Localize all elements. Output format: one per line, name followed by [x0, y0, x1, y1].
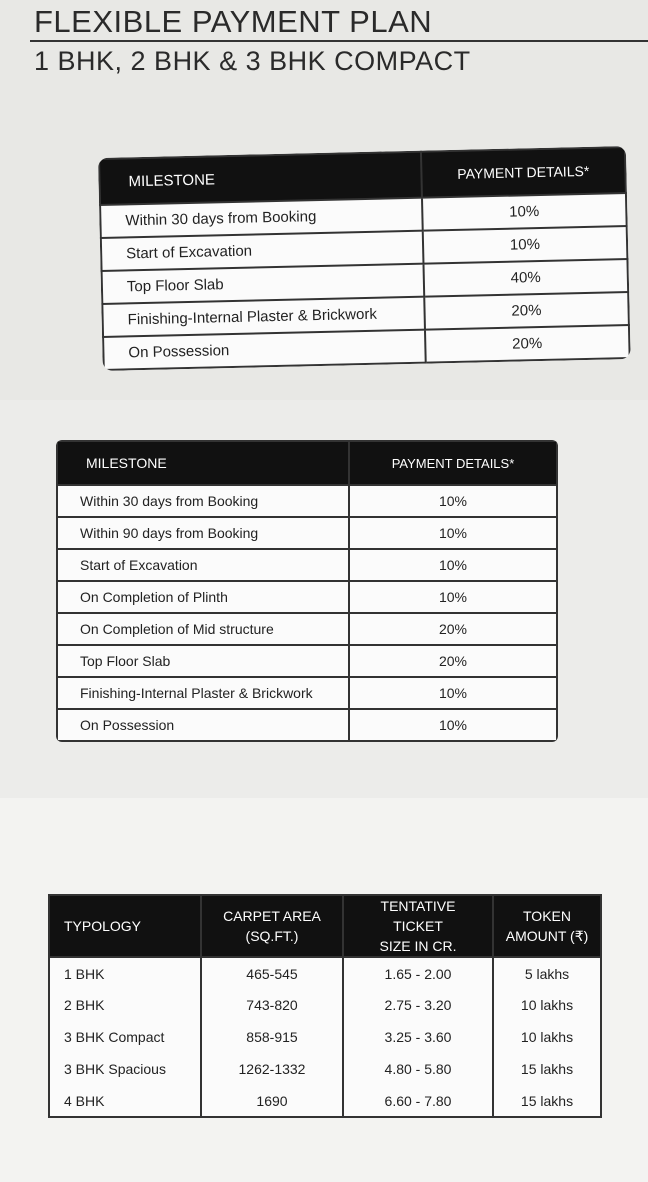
milestone-cell: Finishing-Internal Plaster & Brickwork — [102, 297, 424, 337]
payment-cell: 10% — [349, 581, 557, 613]
milestone-cell: Start of Excavation — [57, 549, 349, 581]
carpet-area-header — [201, 895, 343, 957]
carpet-area-cell: 1262-1332 — [201, 1053, 343, 1085]
table-row — [57, 613, 557, 645]
ticket-size-cell: 4.80 - 5.80 — [343, 1053, 493, 1085]
payment-cell: 10% — [349, 517, 557, 549]
typology-header-label: TYPOLOGY — [64, 918, 142, 934]
milestone-cell: Top Floor Slab — [57, 645, 349, 677]
payment-schedule-table-2 — [56, 440, 558, 742]
pricing-table — [48, 894, 602, 1118]
table-row — [49, 1021, 601, 1053]
token-amount-header-line2: AMOUNT (₹) — [505, 928, 589, 944]
typology-cell: 3 BHK Spacious — [49, 1053, 201, 1085]
payment-cell: 10% — [422, 193, 627, 231]
milestone-cell: Start of Excavation — [101, 231, 423, 271]
typology-header — [49, 895, 201, 957]
ticket-size-cell: 1.65 - 2.00 — [343, 957, 493, 989]
typology-cell: 3 BHK Compact — [49, 1021, 201, 1053]
page-title: FLEXIBLE PAYMENT PLAN — [34, 4, 433, 39]
ticket-size-cell: 3.25 - 3.60 — [343, 1021, 493, 1053]
ticket-size-header-line1: TENTATIVE TICKET — [380, 898, 456, 934]
table-row — [49, 1053, 601, 1085]
payment-plan-panel-1 — [0, 0, 648, 400]
payment-cell: 20% — [349, 645, 557, 677]
carpet-area-cell: 743-820 — [201, 989, 343, 1021]
token-amount-cell: 15 lakhs — [493, 1053, 601, 1085]
page-subtitle: 1 BHK, 2 BHK & 3 BHK COMPACT — [34, 46, 471, 76]
table-row — [57, 709, 557, 741]
table-header-row — [49, 895, 601, 957]
payment-cell: 10% — [349, 549, 557, 581]
table-row — [49, 989, 601, 1021]
payment-cell: 40% — [423, 259, 628, 297]
table-row — [49, 957, 601, 989]
token-amount-header-line1: TOKEN — [523, 908, 571, 924]
carpet-area-cell: 465-545 — [201, 957, 343, 989]
ticket-size-header-line2: SIZE IN CR. — [379, 938, 457, 954]
payment-plan-panel-2 — [0, 400, 648, 798]
title-divider — [30, 40, 648, 42]
milestone-cell: Finishing-Internal Plaster & Brickwork — [57, 677, 349, 709]
table-row — [49, 1085, 601, 1117]
milestone-cell: On Possession — [57, 709, 349, 741]
payment-cell: 10% — [349, 485, 557, 517]
token-amount-cell: 10 lakhs — [493, 989, 601, 1021]
payment-cell: 10% — [422, 226, 627, 264]
payment-cell: 20% — [424, 292, 629, 330]
payment-cell: 10% — [349, 709, 557, 741]
payment-details-header: PAYMENT DETAILS* — [421, 147, 626, 198]
payment-details-header: PAYMENT DETAILS* — [349, 441, 557, 485]
milestone-cell: On Completion of Plinth — [57, 581, 349, 613]
carpet-area-header-line2: (SQ.FT.) — [245, 928, 299, 944]
token-amount-header — [493, 895, 601, 957]
ticket-size-cell: 6.60 - 7.80 — [343, 1085, 493, 1117]
table-row — [57, 485, 557, 517]
table-row — [57, 549, 557, 581]
milestone-cell: Within 30 days from Booking — [100, 198, 422, 238]
carpet-area-header-line1: CARPET AREA — [223, 908, 321, 924]
carpet-area-cell: 858-915 — [201, 1021, 343, 1053]
ticket-size-header — [343, 895, 493, 957]
milestone-cell: On Completion of Mid structure — [57, 613, 349, 645]
token-amount-cell: 5 lakhs — [493, 957, 601, 989]
milestone-cell: Within 30 days from Booking — [57, 485, 349, 517]
pricing-panel — [0, 798, 648, 1182]
ticket-size-cell: 2.75 - 3.20 — [343, 989, 493, 1021]
table-row — [57, 677, 557, 709]
token-amount-cell: 10 lakhs — [493, 1021, 601, 1053]
table-header-row — [57, 441, 557, 485]
payment-schedule-table-1 — [98, 146, 631, 371]
table-row — [57, 517, 557, 549]
table-row — [57, 645, 557, 677]
table-row — [57, 581, 557, 613]
milestone-header: MILESTONE — [57, 441, 349, 485]
payment-cell: 20% — [349, 613, 557, 645]
typology-cell: 2 BHK — [49, 989, 201, 1021]
typology-cell: 4 BHK — [49, 1085, 201, 1117]
milestone-header: MILESTONE — [99, 152, 422, 205]
payment-cell: 20% — [425, 325, 630, 363]
carpet-area-cell: 1690 — [201, 1085, 343, 1117]
milestone-cell: Top Floor Slab — [102, 264, 424, 304]
payment-cell: 10% — [349, 677, 557, 709]
token-amount-cell: 15 lakhs — [493, 1085, 601, 1117]
milestone-cell: Within 90 days from Booking — [57, 517, 349, 549]
typology-cell: 1 BHK — [49, 957, 201, 989]
milestone-cell: On Possession — [103, 330, 425, 370]
